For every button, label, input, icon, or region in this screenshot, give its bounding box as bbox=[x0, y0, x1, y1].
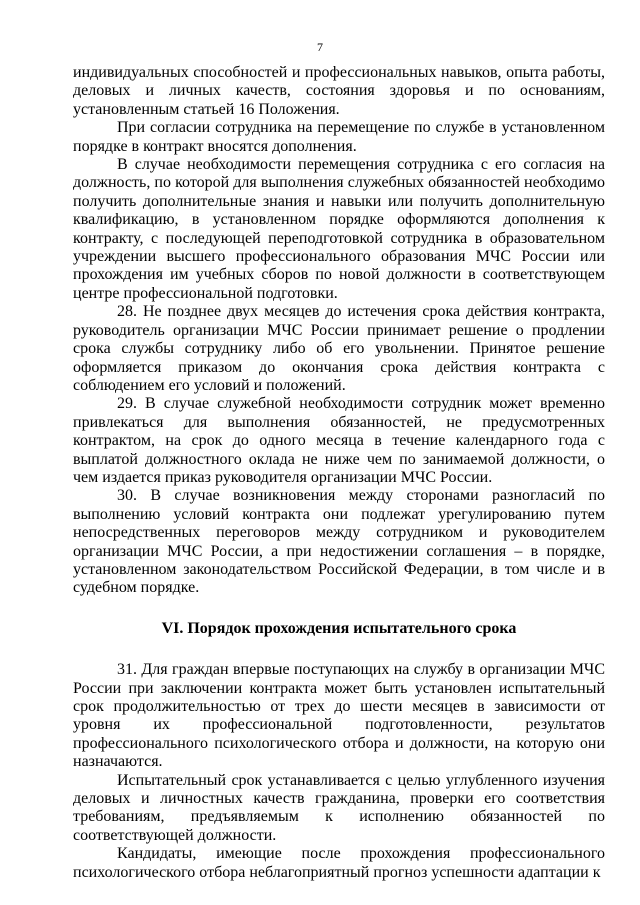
paragraph-transfer-retraining: В случае необходимости перемещения сотрудника с его согласия на должность, по которой для выполнения служебных обязанностей необходимо получить дополнительные знания и навыки или получить дополнительную квалификацию, в установленном порядке оформляются дополнения к контракту, с последующей переподготовкой сотрудника в образовательном учреждении высшего профессионального образования МЧС России или прохождения им учебных сборов по новой должности в соответствующем центре профессиональной подготовки. bbox=[73, 156, 605, 302]
paragraph-clause-31: 31. Для граждан впервые поступающих на службу в организации МЧС России при заключении контракта может быть установлен испытательный срок продолжительностью от трех до шести месяцев в зависимости от уровня их профессиональной подготовленности, результатов профессионального психологического отбора и должности, на которую они назначаются. bbox=[73, 661, 605, 771]
paragraph-candidates: Кандидаты, имеющие после прохождения профессионального психологического отбора неблагоприятный прогноз успешности адаптации к bbox=[73, 845, 605, 881]
document-body bbox=[73, 64, 605, 882]
paragraph-clause-28: 28. Не позднее двух месяцев до истечения срока действия контракта, руководитель организации МЧС России принимает решение о продлении срока службы сотруднику либо об его увольнении. Принятое решение оформляется приказом до окончания срока действия контракта с соблюдением его условий и положений. bbox=[73, 303, 605, 394]
paragraph-clause-30: 30. В случае возникновения между сторонами разногласий по выполнению условий контракта они подлежат урегулированию путем непосредственных переговоров между сотрудником и руководителем организации МЧС России, а при недостижении соглашения – в порядке, установленном законодательством Российской Федерации, в том числе и в судебном порядке. bbox=[73, 487, 605, 597]
paragraph-clause-29: 29. В случае служебной необходимости сотрудник может временно привлекаться для выполнения обязанностей, не предусмотренных контрактом, на срок до одного месяца в течение календарного года с выплатой должностного оклада не ниже чем по занимаемой должности, о чем издается приказ руководителя организации МЧС России. bbox=[73, 395, 605, 486]
paragraph-consent-amendments: При согласии сотрудника на перемещение по службе в установленном порядке в контракт вносятся дополнения. bbox=[73, 119, 605, 155]
page-number: 7 bbox=[317, 40, 323, 54]
section-heading: VI. Порядок прохождения испытательного срока bbox=[161, 619, 517, 637]
paragraph-probation-purpose: Испытательный срок устанавливается с целью углубленного изучения деловых и личностных качеств гражданина, проверки его соответствия требованиям, предъявляемым к исполнению обязанностей по соответствующей должности. bbox=[73, 771, 605, 844]
paragraph-continuation: индивидуальных способностей и профессиональных навыков, опыта работы, деловых и личных качеств, состояния здоровья и по основаниям, установленным статьей 16 Положения. bbox=[73, 64, 605, 118]
